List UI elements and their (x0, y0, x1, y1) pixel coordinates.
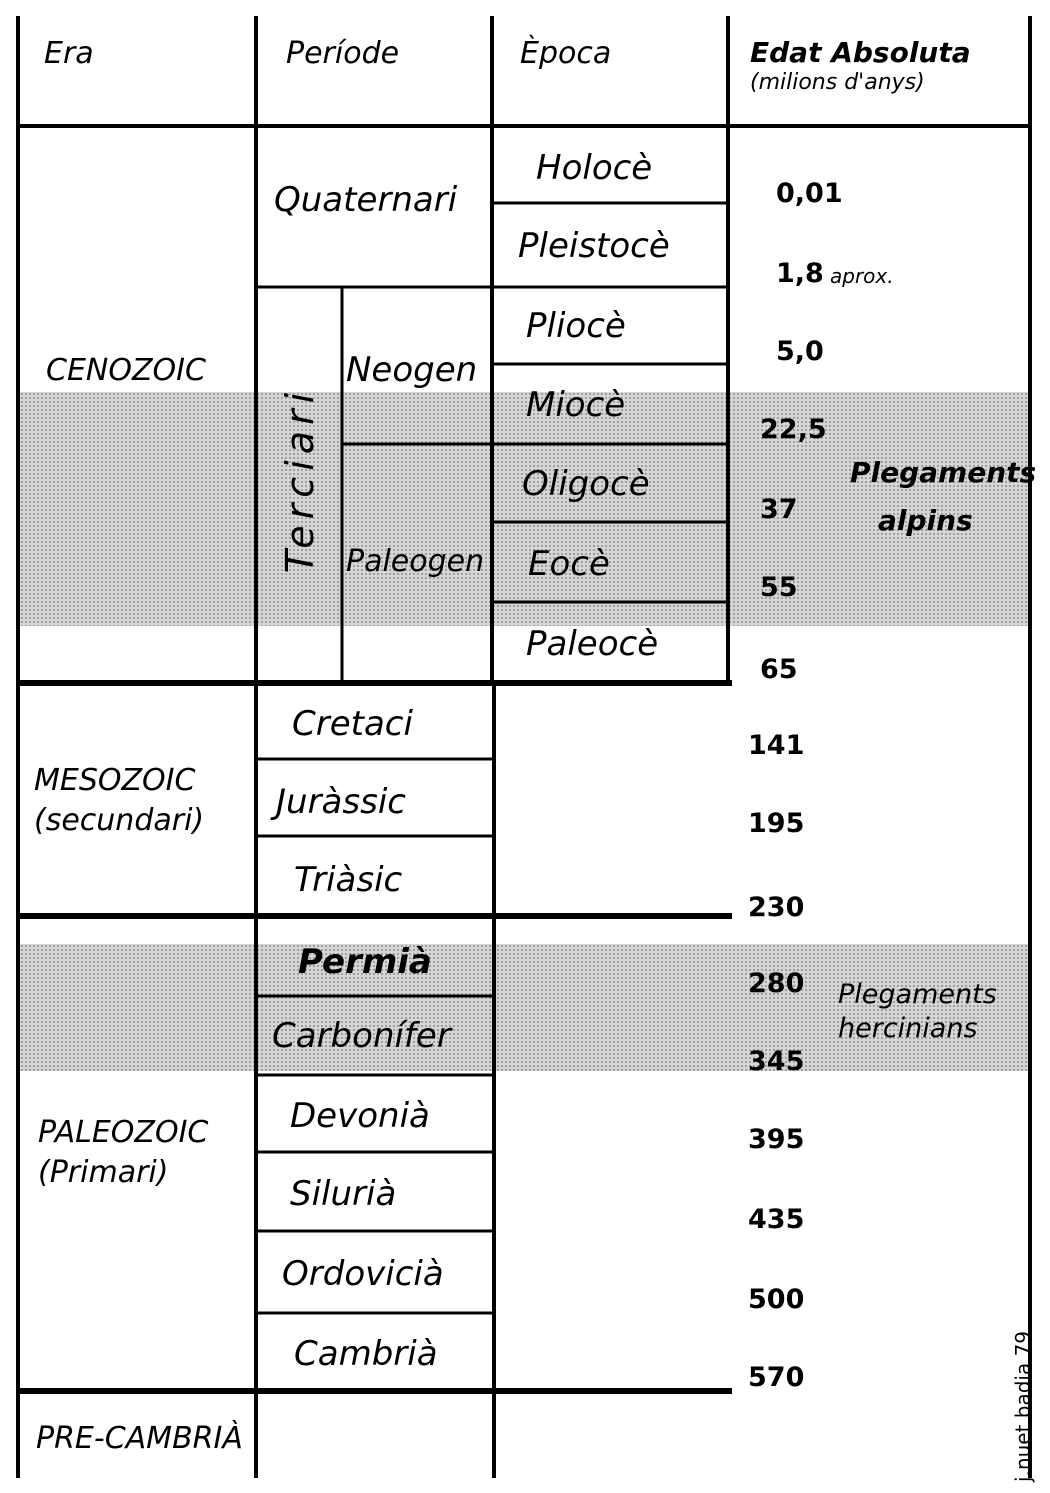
header-periode: Període (286, 36, 400, 71)
era-precambria: PRE-CAMBRIÀ (36, 1421, 243, 1456)
age-label: 37 (760, 494, 798, 525)
epoch-holoce: Holocè (536, 148, 653, 188)
event-hercinians-line2: hercinians (838, 1013, 978, 1044)
age-label: 500 (748, 1284, 805, 1315)
period-terciari: Terciari (278, 386, 322, 574)
age-label: 570 (748, 1362, 805, 1393)
age-label: 65 (760, 654, 798, 685)
age-label: 345 (748, 1046, 805, 1077)
era-cenozoic: CENOZOIC (46, 353, 206, 388)
period-cambria: Cambrià (294, 1334, 438, 1374)
age-label: 141 (748, 730, 805, 761)
period-jurassic: Juràssic (276, 782, 406, 822)
event-alpins-line1: Plegaments (850, 456, 1037, 489)
epoch-mioce: Miocè (526, 385, 626, 425)
header-edat-absoluta: Edat Absoluta (750, 36, 971, 69)
era-mesozoic: MESOZOIC (34, 763, 196, 798)
age-label: 55 (760, 572, 798, 603)
age-label: 195 (748, 808, 805, 839)
age-label: 435 (748, 1204, 805, 1235)
era-mesozoic-subtitle: (secundari) (34, 803, 205, 838)
epoch-paleoce: Paleocè (526, 624, 659, 664)
header-era: Era (44, 36, 94, 71)
age-label: 230 (748, 892, 805, 923)
era-paleozoic-subtitle: (Primari) (38, 1155, 169, 1190)
era-paleozoic: PALEOZOIC (38, 1115, 209, 1150)
period-siluria: Silurià (290, 1174, 397, 1214)
period-quaternari: Quaternari (274, 180, 458, 220)
epoch-eoce: Eocè (528, 544, 610, 584)
age-label: 22,5 (760, 414, 827, 445)
period-paleogen: Paleogen (346, 544, 485, 579)
period-carbonifer: Carbonífer (272, 1016, 451, 1056)
header-epoca: Època (520, 36, 612, 71)
age-approx-note: aprox. (830, 264, 894, 288)
event-hercinians-line1: Plegaments (838, 979, 997, 1010)
period-devonia: Devonià (290, 1096, 430, 1136)
event-alpins-line2: alpins (878, 504, 973, 537)
period-ordovicia: Ordovicià (282, 1254, 444, 1294)
age-label: 395 (748, 1124, 805, 1155)
header-edat-unit: (milions d'anys) (750, 70, 925, 95)
age-label: 1,8 (776, 258, 824, 289)
author-signature: j.nuet badia 79 (1011, 1330, 1035, 1482)
period-neogen: Neogen (346, 350, 478, 390)
epoch-oligoce: Oligocè (522, 464, 650, 504)
epoch-plioce: Pliocè (526, 306, 626, 346)
age-label: 280 (748, 968, 805, 999)
age-label: 0,01 (776, 178, 843, 209)
period-permia: Permià (298, 942, 432, 982)
period-triasic: Triàsic (294, 860, 403, 900)
age-label: 5,0 (776, 336, 824, 367)
epoch-pleistoce: Pleistocè (518, 226, 670, 266)
period-cretaci: Cretaci (292, 704, 413, 744)
